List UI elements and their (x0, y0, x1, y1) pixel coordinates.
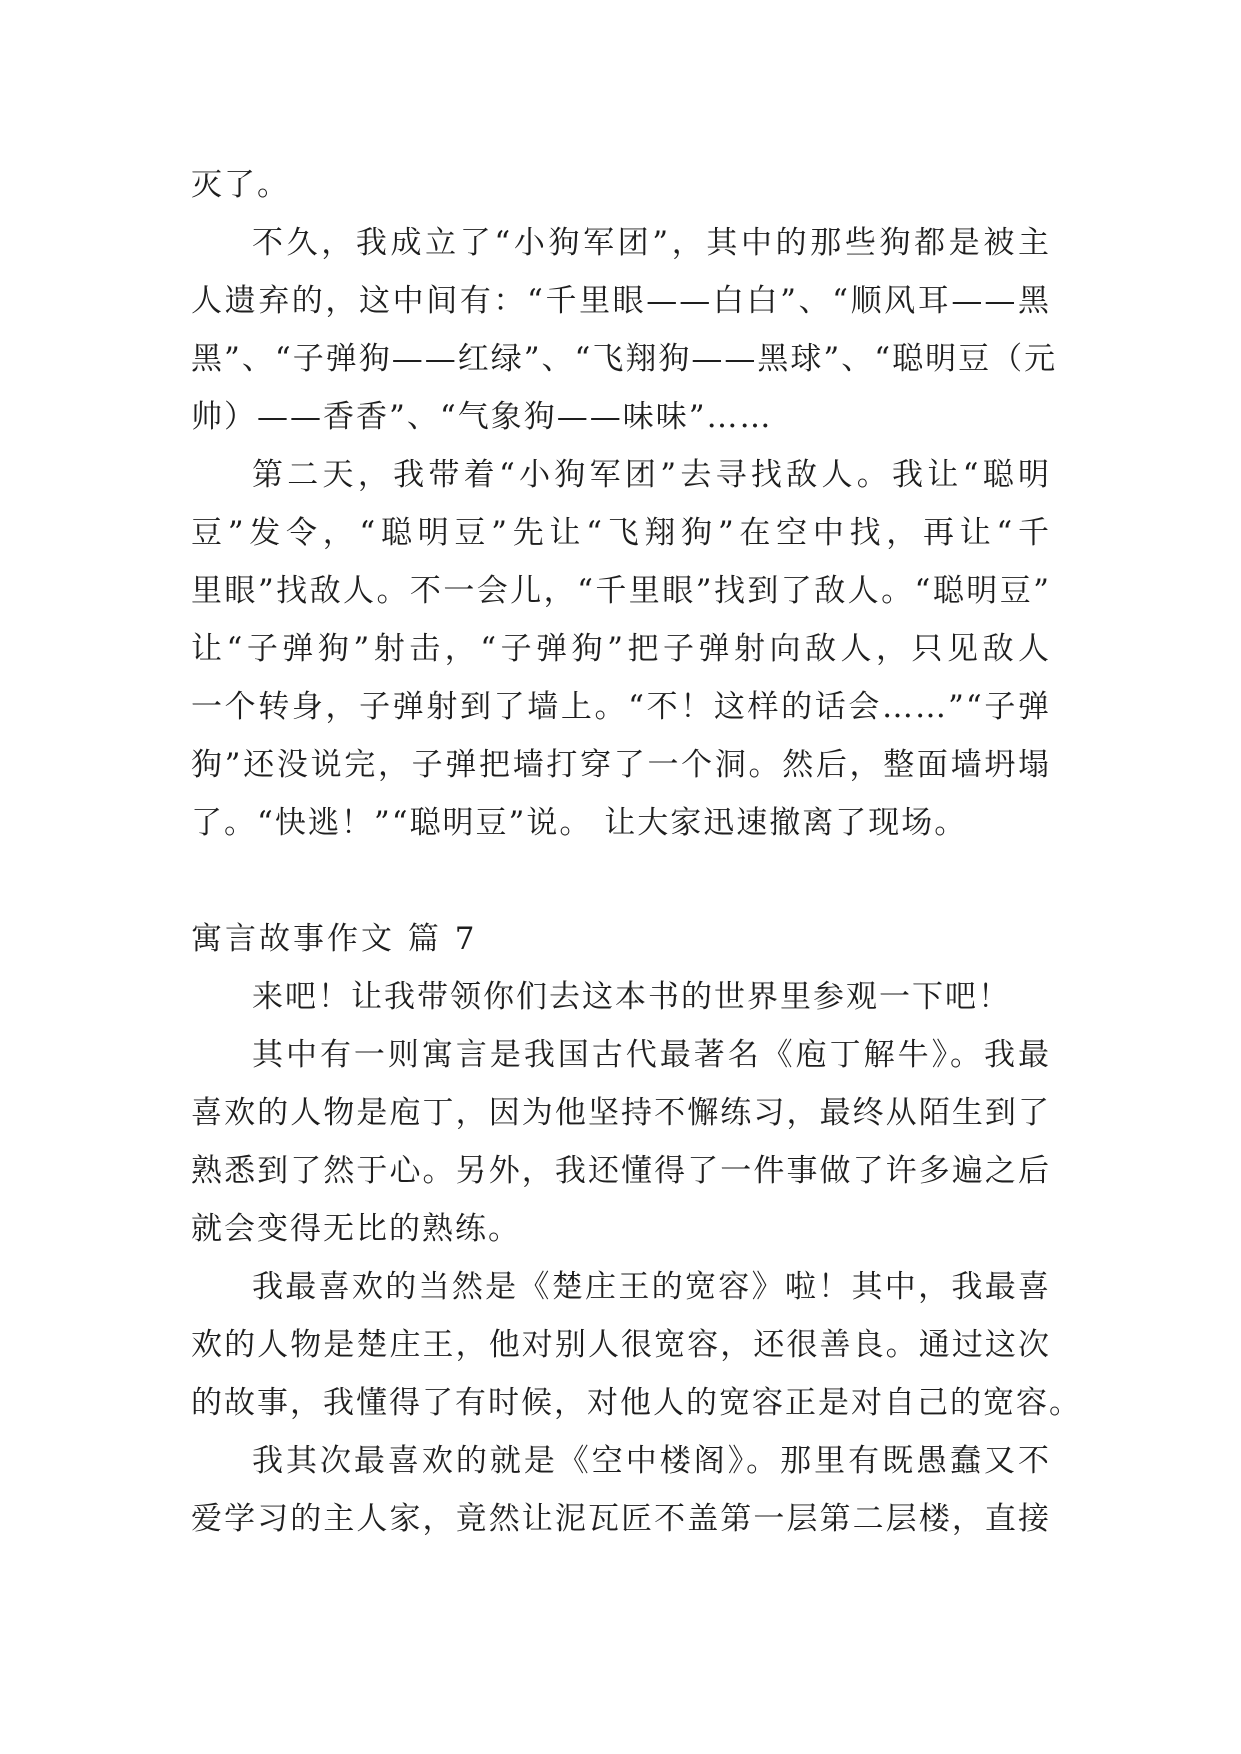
paragraph-line: 我最喜欢的当然是《楚庄王的宽容》啦！其中，我最喜 (252, 1269, 1051, 1305)
paragraph-line: 的故事，我懂得了有时候，对他人的宽容正是对自己的宽容。 (191, 1385, 1082, 1421)
paragraph-line: 就会变得无比的熟练。 (191, 1211, 521, 1247)
paragraph-line: 第二天，我带着“小狗军团”去寻找敌人。我让“聪明 (252, 457, 1051, 493)
section-heading: 寓言故事作文 篇 7 (191, 921, 478, 957)
paragraph-line: 欢的人物是楚庄王，他对别人很宽容，还很善良。通过这次 (191, 1327, 1051, 1363)
paragraph-line: 灭了。 (191, 167, 290, 203)
paragraph-line: 豆”发令，“聪明豆”先让“飞翔狗”在空中找，再让“千 (191, 515, 1051, 551)
paragraph-line: 来吧！让我带领你们去这本书的世界里参观一下吧！ (252, 979, 1011, 1015)
paragraph-line: 不久，我成立了“小狗军团”，其中的那些狗都是被主 (252, 225, 1051, 261)
paragraph-line: 喜欢的人物是庖丁，因为他坚持不懈练习，最终从陌生到了 (191, 1095, 1051, 1131)
paragraph-line: 人遗弃的，这中间有：“千里眼——白白”、“顺风耳——黑 (191, 283, 1051, 319)
paragraph-line: 黑”、“子弹狗——红绿”、“飞翔狗——黑球”、“聪明豆（元 (191, 341, 1058, 377)
paragraph-line: 一个转身，子弹射到了墙上。“不！这样的话会……”“子弹 (191, 689, 1051, 725)
paragraph-line: 熟悉到了然于心。另外，我还懂得了一件事做了许多遍之后 (191, 1153, 1051, 1189)
paragraph-line: 其中有一则寓言是我国古代最著名《庖丁解牛》。我最 (252, 1037, 1051, 1073)
paragraph-line: 帅）——香香”、“气象狗——味味”…… (191, 399, 773, 435)
paragraph-line: 了。“快逃！”“聪明豆”说。 让大家迅速撤离了现场。 (191, 805, 968, 841)
paragraph-line: 里眼”找敌人。不一会儿，“千里眼”找到了敌人。“聪明豆” (191, 573, 1051, 609)
paragraph-line: 让“子弹狗”射击，“子弹狗”把子弹射向敌人，只见敌人 (191, 631, 1051, 667)
paragraph-line: 狗”还没说完，子弹把墙打穿了一个洞。然后，整面墙坍塌 (191, 747, 1051, 783)
paragraph-line: 爱学习的主人家，竟然让泥瓦匠不盖第一层第二层楼，直接 (191, 1501, 1051, 1537)
paragraph-line: 我其次最喜欢的就是《空中楼阁》。那里有既愚蠢又不 (252, 1443, 1051, 1479)
